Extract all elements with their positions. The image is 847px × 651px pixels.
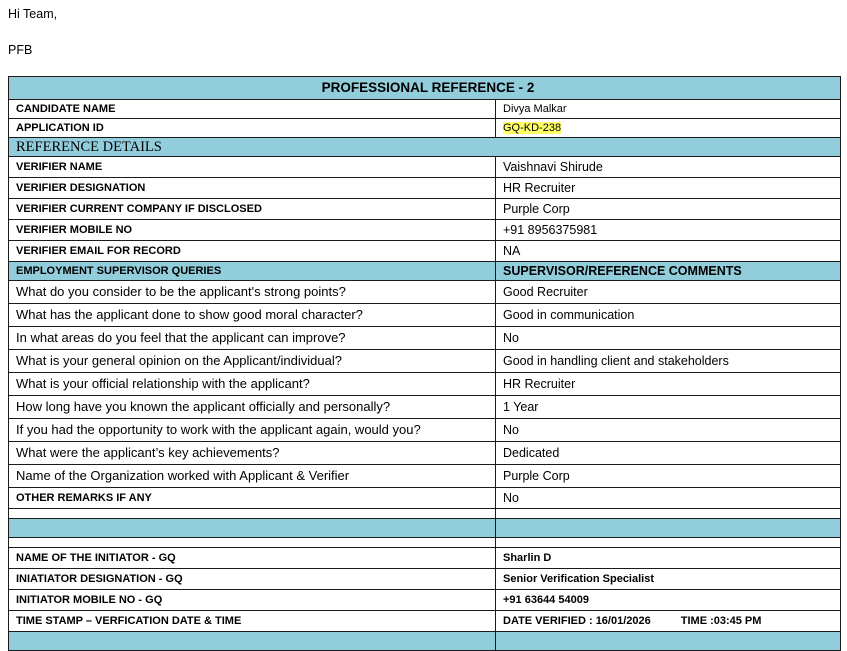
verifier-name-value: Vaishnavi Shirude [496,157,841,178]
queries-header-right: SUPERVISOR/REFERENCE COMMENTS [496,262,841,281]
query-row [9,304,841,327]
blank-cell [9,632,496,651]
timestamp-value [496,611,841,632]
initiator-row [9,590,841,611]
queries-header-row [9,262,841,281]
queries-header-left: EMPLOYMENT SUPERVISOR QUERIES [9,262,496,281]
query-answer: 1 Year [496,396,841,419]
query-row [9,442,841,465]
query-row [9,373,841,396]
blank-blue-row [9,519,841,538]
query-question: If you had the opportunity to work with the applicant again, would you? [9,419,496,442]
query-answer: Purple Corp [496,465,841,488]
query-question: In what areas do you feel that the applicant can improve? [9,327,496,350]
candidate-name-value: Divya Malkar [496,100,841,119]
spacer-row [9,538,841,548]
spacer-cell [9,538,496,548]
query-question: What has the applicant done to show good moral character? [9,304,496,327]
initiator-mobile-label: INITIATOR MOBILE NO - GQ [9,590,496,611]
initiator-mobile-value: +91 63644 54009 [496,590,841,611]
query-row [9,465,841,488]
application-id-row [9,119,841,138]
initiator-name-label: NAME OF THE INITIATOR - GQ [9,548,496,569]
verifier-designation-value: HR Recruiter [496,178,841,199]
application-id-label: APPLICATION ID [9,119,496,138]
query-question: What is your official relationship with the applicant? [9,373,496,396]
spacer-cell [496,538,841,548]
blank-cell [496,632,841,651]
query-answer: Good in communication [496,304,841,327]
verifier-email-value: NA [496,241,841,262]
initiator-name-value: Sharlin D [496,548,841,569]
query-answer: Dedicated [496,442,841,465]
pfb-text: PFB [8,43,33,57]
query-row [9,281,841,304]
greeting-text: Hi Team, [8,7,58,21]
candidate-name-label: CANDIDATE NAME [9,100,496,119]
reference-details-heading: REFERENCE DETAILS [9,138,841,157]
query-question: What do you consider to be the applicant's strong points? [9,281,496,304]
query-answer: Good in handling client and stakeholders [496,350,841,373]
initiator-row [9,569,841,590]
blank-cell [9,519,496,538]
timestamp-label: TIME STAMP – VERFICATION DATE & TIME [9,611,496,632]
query-answer: HR Recruiter [496,373,841,396]
other-remarks-label: OTHER REMARKS IF ANY [9,488,496,509]
candidate-name-row [9,100,841,119]
verifier-email-label: VERIFIER EMAIL FOR RECORD [9,241,496,262]
query-row [9,350,841,373]
initiator-designation-value: Senior Verification Specialist [496,569,841,590]
verifier-row [9,178,841,199]
footer-blue-row [9,632,841,651]
other-remarks-row [9,488,841,509]
initiator-row [9,548,841,569]
query-row [9,396,841,419]
verifier-mobile-label: VERIFIER MOBILE NO [9,220,496,241]
title-row [9,77,841,100]
table-title: PROFESSIONAL REFERENCE - 2 [9,77,841,100]
verifier-company-value: Purple Corp [496,199,841,220]
query-question: How long have you known the applicant officially and personally? [9,396,496,419]
query-answer: No [496,327,841,350]
verifier-designation-label: VERIFIER DESIGNATION [9,178,496,199]
time-verified: TIME :03:45 PM [680,615,762,627]
verifier-row [9,199,841,220]
application-id-value: GQ-KD-238 [503,122,562,134]
query-question: What were the applicant’s key achievements? [9,442,496,465]
query-row [9,327,841,350]
initiator-designation-label: INIATIATOR DESIGNATION - GQ [9,569,496,590]
query-answer: Good Recruiter [496,281,841,304]
query-answer: No [496,419,841,442]
query-row [9,419,841,442]
reference-details-row [9,138,841,157]
professional-reference-table [8,76,841,651]
verifier-row [9,157,841,178]
blank-cell [496,519,841,538]
verifier-mobile-value: +91 8956375981 [496,220,841,241]
date-verified: DATE VERIFIED : 16/01/2026 [503,615,651,627]
other-remarks-value: No [496,488,841,509]
verifier-row [9,241,841,262]
spacer-cell [9,509,496,519]
spacer-cell [496,509,841,519]
verifier-company-label: VERIFIER CURRENT COMPANY IF DISCLOSED [9,199,496,220]
verifier-name-label: VERIFIER NAME [9,157,496,178]
verifier-row [9,220,841,241]
timestamp-row [9,611,841,632]
spacer-row [9,509,841,519]
query-question: What is your general opinion on the Applicant/individual? [9,350,496,373]
query-question: Name of the Organization worked with Applicant & Verifier [9,465,496,488]
